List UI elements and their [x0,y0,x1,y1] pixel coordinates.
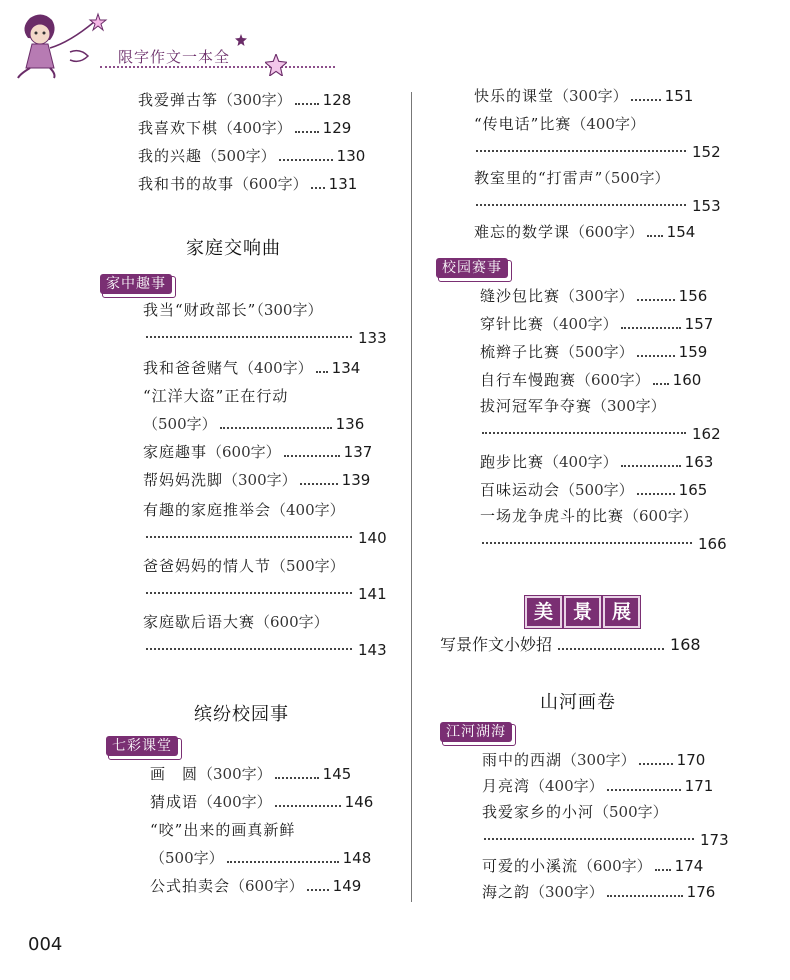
section-title: 家庭交响曲 [186,238,281,259]
toc-entry-continuation: （500字） 148 [150,849,372,867]
toc-entry[interactable]: 缝沙包比赛（300字） 156 [480,287,708,305]
column-divider [411,92,412,902]
toc-entry[interactable]: 百味运动会（500字） 165 [480,481,708,499]
toc-entry[interactable]: 我和书的故事（600字） 131 [138,175,358,193]
page-number: 004 [28,934,63,955]
girl-with-wand-icon [10,8,120,80]
leader-dots [146,588,352,594]
leader-dots [484,834,694,840]
toc-entry[interactable]: 我爱弹古筝（300字） 128 [138,91,352,109]
toc-entry[interactable]: 画 圆（300字） 145 [150,765,352,783]
page-number-ref: 141 [358,585,387,603]
toc-entry[interactable]: 猜成语（400字） 146 [150,793,374,811]
page-number-ref: 153 [692,197,721,215]
toc-entry[interactable]: 跑步比赛（400字） 163 [480,453,714,471]
toc-entry[interactable]: 拔河冠军争夺赛（300字） [480,397,666,415]
page-number-ref: 140 [358,529,387,547]
toc-entry[interactable]: 自行车慢跑赛（600字） 160 [480,371,702,389]
toc-entry[interactable]: “传电话”比赛（400字） [474,115,645,133]
toc-entry[interactable]: “江洋大盗”正在行动 [143,387,289,405]
chapter-tile: 景 [564,596,601,628]
chapter-heading [525,596,640,628]
subsection-badge: 七彩课堂 [106,736,178,756]
section-title: 缤纷校园事 [194,704,289,725]
toc-entry[interactable]: “咬”出来的画真新鲜 [150,821,296,839]
toc-entry[interactable]: 可爱的小溪流（600字） 174 [482,857,704,875]
toc-entry[interactable]: 教室里的“打雷声”（500字） [474,169,670,187]
chapter-tile: 美 [525,596,562,628]
page-number-ref: 173 [700,831,729,849]
toc-entry[interactable]: 我当“财政部长”（300字） [143,301,323,319]
subsection-badge: 校园赛事 [436,258,508,278]
toc-entry[interactable]: 我爱家乡的小河（500字） [482,803,668,821]
toc-entry[interactable]: 有趣的家庭推举会（400字） [143,501,345,519]
toc-entry[interactable]: 月亮湾（400字） 171 [482,777,714,795]
toc-entry[interactable]: 爸爸妈妈的情人节（500字） [143,557,345,575]
leader-dots [482,538,692,544]
star-icon [265,54,287,76]
page-number-ref: 143 [358,641,387,659]
page-number-ref: 166 [698,535,727,553]
page-number-ref: 152 [692,143,721,161]
section-title: 山河画卷 [540,692,616,713]
toc-entry[interactable]: 海之韵（300字） 176 [482,883,716,901]
subsection-badge: 家中趣事 [100,274,172,294]
toc-entry[interactable]: 公式拍卖会（600字） 149 [150,877,362,895]
toc-entry[interactable]: 我喜欢下棋（400字） 129 [138,119,352,137]
toc-entry[interactable]: 梳辫子比赛（500字） 159 [480,343,708,361]
toc-entry[interactable]: 我和爸爸赌气（400字） 134 [143,359,361,377]
leader-dots [476,146,686,152]
book-title: 限字作文一本全 [118,48,231,66]
toc-entry[interactable]: 我的兴趣（500字） 130 [138,147,366,165]
toc-entry[interactable]: 雨中的西湖（300字） 170 [482,751,706,769]
toc-entry[interactable]: 家庭歇后语大赛（600字） [143,613,329,631]
toc-entry[interactable]: 难忘的数学课（600字） 154 [474,223,696,241]
toc-entry[interactable]: 穿针比赛（400字） 157 [480,315,714,333]
toc-entry[interactable]: 快乐的课堂（300字） 151 [474,87,694,105]
toc-entry[interactable]: 家庭趣事（600字） 137 [143,443,373,461]
leader-dots [146,332,352,338]
page-number-ref: 162 [692,425,721,443]
page-header [0,0,790,90]
chapter-tile: 展 [603,596,640,628]
toc-entry[interactable]: 一场龙争虎斗的比赛（600字） [480,507,698,525]
leader-dots [146,532,352,538]
subsection-badge: 江河湖海 [440,722,512,742]
leader-dots [482,428,686,434]
toc-entry-tip[interactable]: 写景作文小妙招 168 [440,635,701,654]
leader-dots [476,200,686,206]
leader-dots [146,644,352,650]
star-icon [235,34,247,46]
toc-entry-continuation: （500字） 136 [143,415,365,433]
toc-entry[interactable]: 帮妈妈洗脚（300字） 139 [143,471,371,489]
page-number-ref: 133 [358,329,387,347]
header-divider [100,66,335,68]
